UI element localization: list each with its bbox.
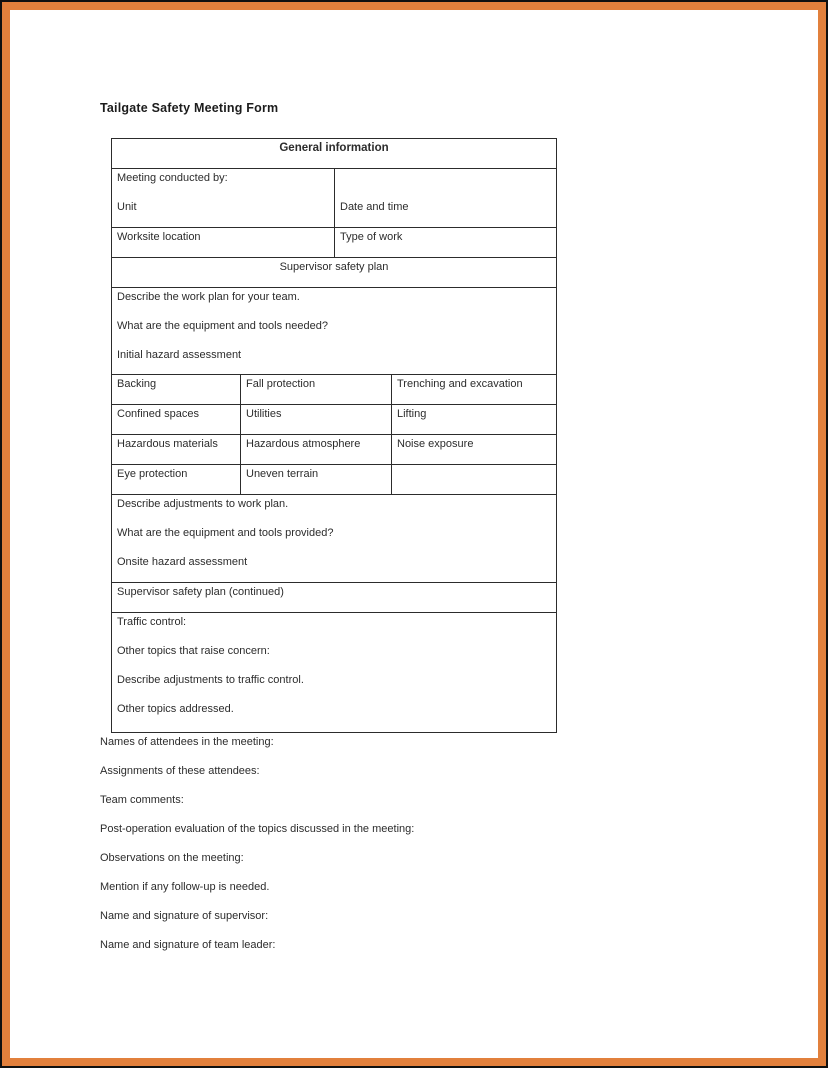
hazard-cell-uneven-terrain: Uneven terrain xyxy=(241,465,392,494)
hazard-cell-trenching-excavation: Trenching and excavation xyxy=(397,378,523,390)
cell-adjustments xyxy=(112,495,556,582)
field-date-and-time: Date and time xyxy=(340,201,409,213)
field-adjustments-traffic-control: Describe adjustments to traffic control. xyxy=(117,674,304,686)
hazard-cell-lifting: Lifting xyxy=(397,408,427,420)
footer-line-post-operation-evaluation: Post-operation evaluation of the topics discussed in the meeting: xyxy=(100,823,415,835)
row-adjustments xyxy=(112,495,556,583)
field-initial-hazard-assessment: Initial hazard assessment xyxy=(117,349,242,361)
field-traffic-control: Traffic control: xyxy=(117,616,187,628)
field-describe-work-plan: Describe the work plan for your team. xyxy=(117,291,300,303)
decorative-orange-frame xyxy=(2,2,826,1066)
row-supervisor-plan-continued xyxy=(112,583,556,613)
hazard-cell-empty xyxy=(392,465,556,494)
footer-line-team-leader-signature: Name and signature of team leader: xyxy=(100,939,276,951)
cell-date-and-time xyxy=(335,169,556,227)
hazard-grid-row xyxy=(112,435,556,465)
hazard-grid-row xyxy=(112,465,556,495)
footer-line-attendee-names: Names of attendees in the meeting: xyxy=(100,736,274,748)
safety-form-table xyxy=(111,138,557,733)
cell-work-plan xyxy=(112,288,556,374)
field-other-topics-addressed: Other topics addressed. xyxy=(117,703,234,715)
hazard-grid-row xyxy=(112,375,556,405)
hazard-grid-row xyxy=(112,405,556,435)
hazard-cell-confined-spaces: Confined spaces xyxy=(112,405,241,434)
field-equipment-tools-provided: What are the equipment and tools provided? xyxy=(117,527,334,539)
document-page xyxy=(10,10,818,1058)
section-header-general-information: General information xyxy=(279,142,389,154)
field-meeting-conducted-by: Meeting conducted by: xyxy=(117,172,228,184)
page-title: Tailgate Safety Meeting Form xyxy=(100,101,279,115)
row-work-plan xyxy=(112,288,556,375)
hazard-cell-backing: Backing xyxy=(112,375,241,404)
field-other-topics-concern: Other topics that raise concern: xyxy=(117,645,270,657)
hazard-cell-eye-protection: Eye protection xyxy=(112,465,241,494)
row-traffic xyxy=(112,613,556,732)
field-onsite-hazard-assessment: Onsite hazard assessment xyxy=(117,556,248,568)
footer-line-team-comments: Team comments: xyxy=(100,794,184,806)
field-worksite-location: Worksite location xyxy=(112,228,335,257)
row-meeting-date xyxy=(112,169,556,228)
row-supervisor-safety-plan xyxy=(112,258,556,288)
footer-line-follow-up: Mention if any follow-up is needed. xyxy=(100,881,270,893)
hazard-cell-utilities: Utilities xyxy=(241,405,392,434)
footer-line-supervisor-signature: Name and signature of supervisor: xyxy=(100,910,269,922)
section-header-supervisor-safety-plan: Supervisor safety plan xyxy=(279,261,389,273)
footer-line-attendee-assignments: Assignments of these attendees: xyxy=(100,765,260,777)
hazard-cell-hazardous-atmosphere: Hazardous atmosphere xyxy=(241,435,392,464)
footer-lines xyxy=(100,733,740,965)
hazard-cell-fall-protection: Fall protection xyxy=(241,375,392,404)
field-describe-adjustments-work-plan: Describe adjustments to work plan. xyxy=(117,498,289,510)
cell-traffic xyxy=(112,613,556,732)
hazard-cell-hazardous-materials: Hazardous materials xyxy=(112,435,241,464)
cell-meeting-unit xyxy=(112,169,335,227)
field-type-of-work: Type of work xyxy=(340,231,403,243)
row-worksite-type xyxy=(112,228,556,258)
section-header-supervisor-plan-continued: Supervisor safety plan (continued) xyxy=(117,586,284,598)
row-general-information xyxy=(112,139,556,169)
field-equipment-tools-needed: What are the equipment and tools needed? xyxy=(117,320,328,332)
hazard-cell-noise-exposure: Noise exposure xyxy=(397,438,474,450)
footer-line-observations: Observations on the meeting: xyxy=(100,852,244,864)
field-unit: Unit xyxy=(117,201,137,213)
